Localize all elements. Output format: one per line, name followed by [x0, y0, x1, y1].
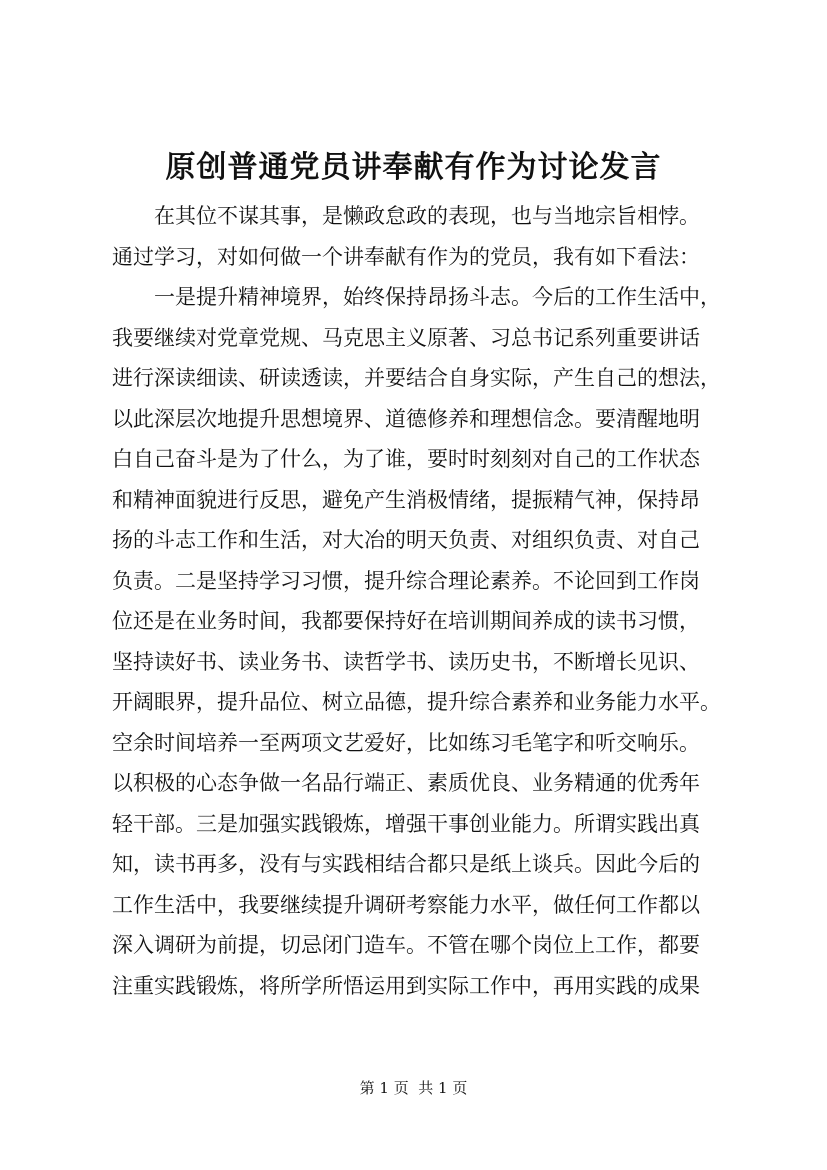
page-footer: 第 1 页 共 1 页 [359, 1079, 468, 1097]
document-title: 原创普通党员讲奉献有作为讨论发言 [165, 150, 662, 185]
paragraph-line: 负责。二是坚持学习习惯，提升综合理论素养。不论回到工作岗 [112, 568, 700, 593]
paragraph-line: 以此深层次地提升思想境界、道德修养和理想信念。要清醒地明 [112, 406, 700, 431]
paragraph-line: 和精神面貌进行反思，避免产生消极情绪，提振精气神，保持昂 [112, 487, 700, 512]
paragraph-line: 坚持读好书、读业务书、读哲学书、读历史书，不断增长见识、 [112, 649, 700, 674]
paragraph-line: 我要继续对党章党规、马克思主义原著、习总书记系列重要讲话 [112, 325, 700, 350]
paragraph-line: 白自己奋斗是为了什么，为了谁，要时时刻刻对自己的工作状态 [112, 447, 700, 471]
paragraph-line: 以积极的心态争做一名品行端正、素质优良、业务精通的优秀年 [112, 771, 700, 795]
paragraph-line: 进行深读细读、研读透读，并要结合自身实际，产生自己的想法， [112, 366, 721, 390]
document-body [112, 196, 740, 1006]
paragraph-line: 空余时间培养一至两项文艺爱好，比如练习毛笔字和听交响乐。 [112, 730, 700, 755]
paragraph-line: 通过学习，对如何做一个讲奉献有作为的党员，我有如下看法： [112, 244, 700, 269]
paragraph-line: 知，读书再多，没有与实践相结合都只是纸上谈兵。因此今后的 [112, 852, 700, 876]
paragraph-line: 工作生活中，我要继续提升调研考察能力水平，做任何工作都以 [112, 892, 700, 917]
paragraph-line: 一是提升精神境界，始终保持昂扬斗志。今后的工作生活中， [154, 285, 721, 309]
paragraph-line: 深入调研为前提，切忌闭门造车。不管在哪个岗位上工作，都要 [112, 933, 700, 957]
paragraph-line: 开阔眼界，提升品位、树立品德，提升综合素养和业务能力水平。 [112, 690, 721, 714]
paragraph-line: 扬的斗志工作和生活，对大冶的明天负责、对组织负责、对自己 [112, 528, 700, 552]
paragraph-line: 注重实践锻炼，将所学所悟运用到实际工作中，再用实践的成果 [112, 973, 700, 998]
paragraph-line: 在其位不谋其事，是懒政怠政的表现，也与当地宗旨相悖。 [154, 204, 700, 228]
paragraph-line: 轻干部。三是加强实践锻炼，增强干事创业能力。所谓实践出真 [112, 811, 700, 836]
paragraph-line: 位还是在业务时间，我都要保持好在培训期间养成的读书习惯， [112, 609, 700, 633]
